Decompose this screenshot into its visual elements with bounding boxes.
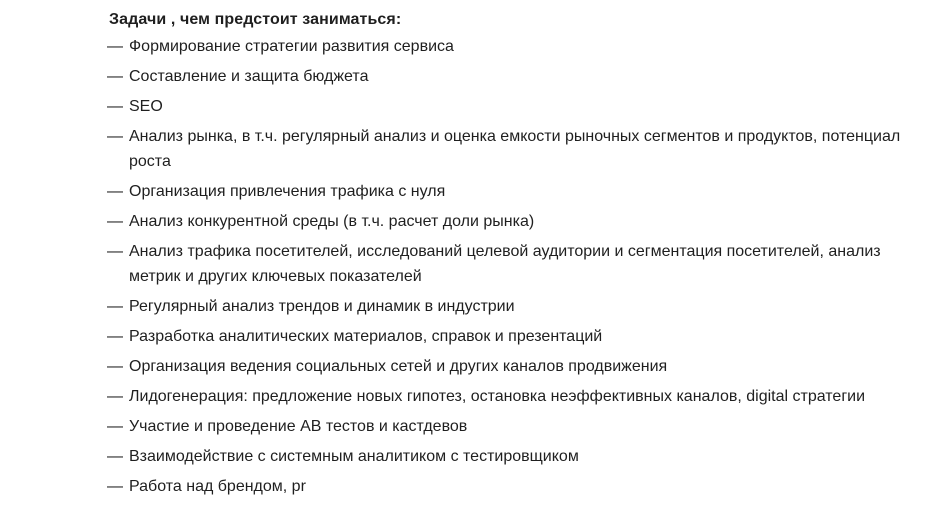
task-text: Организация привлечения трафика с нуля xyxy=(129,183,446,200)
list-item xyxy=(107,179,907,204)
list-item xyxy=(107,64,907,89)
task-text: Анализ конкурентной среды (в т.ч. расчет доли рынка) xyxy=(129,213,535,230)
list-item xyxy=(107,354,907,379)
dash-bullet: — xyxy=(107,243,123,260)
task-text: Лидогенерация: предложение новых гипотез, остановка неэффективных каналов, digital стратегии xyxy=(129,388,866,405)
list-item xyxy=(107,209,907,234)
dash-bullet: — xyxy=(107,478,123,495)
dash-bullet: — xyxy=(107,358,123,375)
task-text: Работа над брендом, pr xyxy=(129,478,306,495)
list-item xyxy=(107,414,907,439)
task-text: Формирование стратегии развития сервиса xyxy=(129,38,454,55)
dash-bullet: — xyxy=(107,448,123,465)
dash-bullet: — xyxy=(107,328,123,345)
task-text: Взаимодействие с системным аналитиком с тестировщиком xyxy=(129,448,579,465)
list-item xyxy=(107,34,907,59)
list-item xyxy=(107,239,907,289)
section-heading: Задачи , чем предстоит заниматься: xyxy=(109,11,402,28)
dash-bullet: — xyxy=(107,128,123,145)
dash-bullet: — xyxy=(107,388,123,405)
list-item xyxy=(107,324,907,349)
list-item xyxy=(107,474,907,499)
dash-bullet: — xyxy=(107,418,123,435)
list-item xyxy=(107,384,907,409)
task-text: Разработка аналитических материалов, справок и презентаций xyxy=(129,328,603,345)
task-text: Анализ трафика посетителей, исследований целевой аудитории и сегментация посетителей, анализ метрик и других ключевых показателей xyxy=(129,243,881,285)
task-text: Анализ рынка, в т.ч. регулярный анализ и оценка емкости рыночных сегментов и продуктов, потенциал роста xyxy=(129,128,901,170)
list-item xyxy=(107,294,907,319)
task-text: SEO xyxy=(129,98,163,115)
task-text: Регулярный анализ трендов и динамик в индустрии xyxy=(129,298,515,315)
task-text: Организация ведения социальных сетей и других каналов продвижения xyxy=(129,358,668,375)
list-item xyxy=(107,124,907,174)
dash-bullet: — xyxy=(107,213,123,230)
dash-bullet: — xyxy=(107,298,123,315)
dash-bullet: — xyxy=(107,98,123,115)
task-text: Составление и защита бюджета xyxy=(129,68,369,85)
dash-bullet: — xyxy=(107,183,123,200)
list-item xyxy=(107,94,907,119)
task-list xyxy=(107,34,907,499)
dash-bullet: — xyxy=(107,38,123,55)
dash-bullet: — xyxy=(107,68,123,85)
list-item xyxy=(107,444,907,469)
task-text: Участие и проведение AB тестов и кастдевов xyxy=(129,418,468,435)
